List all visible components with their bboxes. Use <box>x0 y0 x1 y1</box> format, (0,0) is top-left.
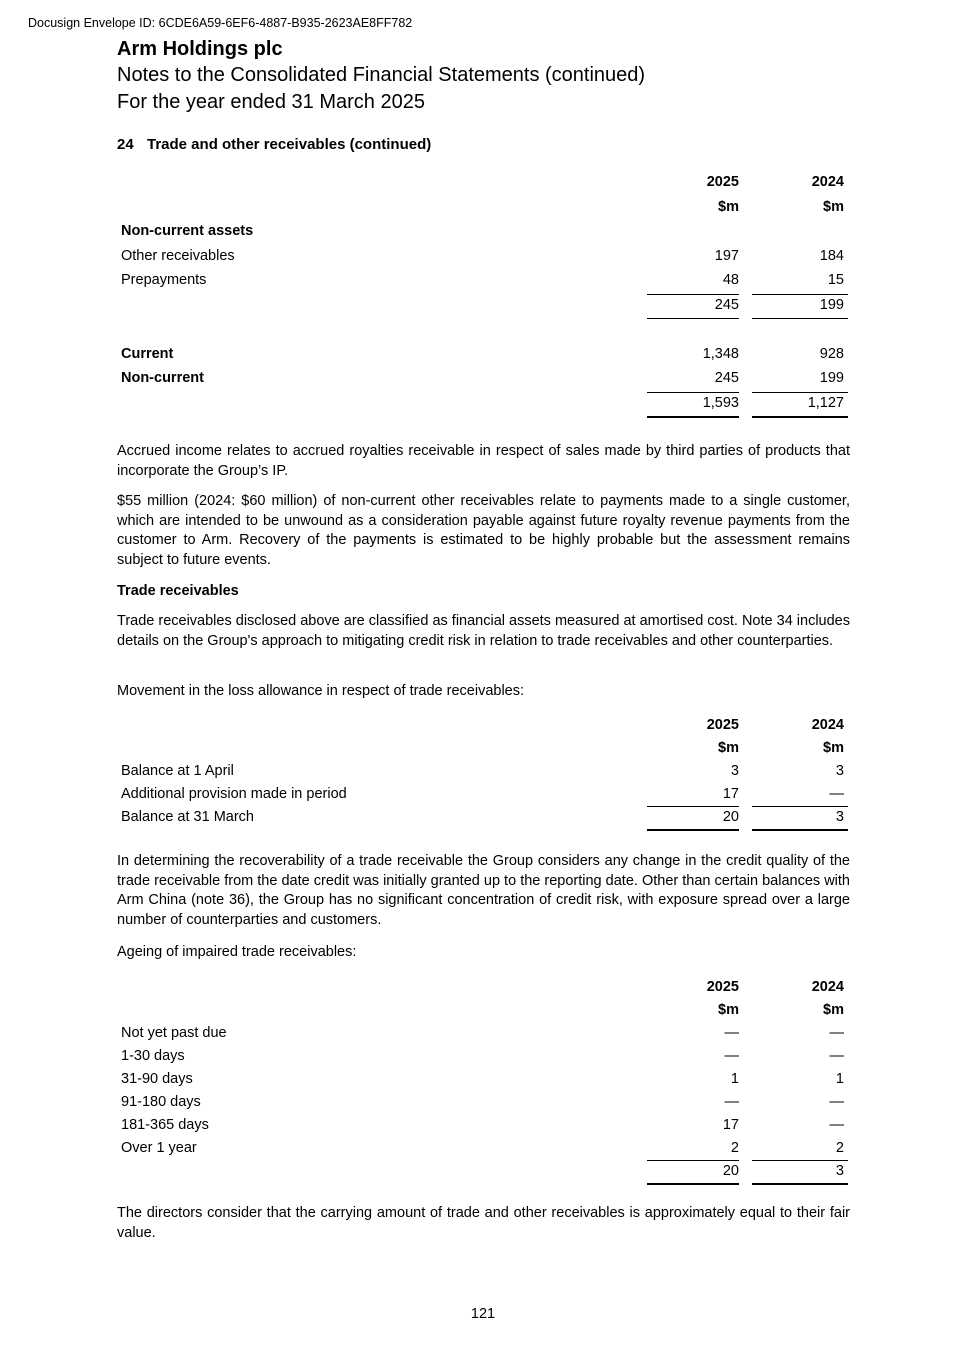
table-row: 181-365 days 17 — <box>121 1117 844 1133</box>
page-number: 121 <box>470 1306 496 1322</box>
rule <box>647 1183 739 1185</box>
table-row: Over 1 year 2 2 <box>121 1140 844 1156</box>
rule <box>647 392 739 393</box>
spacer <box>117 318 850 343</box>
loss-allowance-table <box>117 714 850 829</box>
paragraph-movement-intro: Movement in the loss allowance in respect of trade receivables: <box>117 683 525 699</box>
rule <box>752 294 848 295</box>
table-row: Not yet past due — — <box>121 1025 844 1041</box>
table-row: Other receivables 197 184 <box>121 247 844 264</box>
table-header-years: 2025 2024 <box>706 717 844 733</box>
rule <box>752 1160 848 1161</box>
col-2025-header: 2025 <box>706 174 739 190</box>
rule <box>647 416 739 418</box>
section-title <box>117 136 431 153</box>
paragraph-ageing-intro: Ageing of impaired trade receivables: <box>117 944 357 960</box>
table-header-years: 2025 2024 <box>706 979 844 995</box>
table-row: Additional provision made in period 17 — <box>121 786 844 802</box>
total-row: 1,593 1,127 <box>117 392 850 417</box>
total-row: Balance at 31 March 20 3 <box>117 806 850 829</box>
page-header <box>117 36 645 116</box>
receivables-table <box>117 171 850 416</box>
table-row: 91-180 days — — <box>121 1094 844 1110</box>
table-row: 31-90 days 1 1 <box>121 1071 844 1087</box>
rule <box>647 806 739 807</box>
col-2024-unit: $m <box>823 198 844 215</box>
table-header-units <box>117 196 850 221</box>
ageing-table <box>117 976 850 1183</box>
rule <box>647 829 739 831</box>
paragraph-closing: The directors consider that the carrying amount of trade and other receivables is approximately equal to their fair value. <box>117 1205 850 1241</box>
document-subtitle: Notes to the Consolidated Financial Statements (continued) <box>117 64 646 86</box>
table-header-years <box>117 171 850 196</box>
table-row: Prepayments 48 15 <box>121 272 844 288</box>
section-number: 24 <box>117 136 134 153</box>
company-name: Arm Holdings plc <box>117 38 283 60</box>
total-row: 20 3 <box>117 1160 850 1183</box>
table-header-units: $m $m <box>718 740 844 756</box>
rule <box>752 1183 848 1185</box>
rule <box>752 806 848 807</box>
trade-receivables-heading: Trade receivables <box>117 583 239 599</box>
paragraph-trade-receivables: Trade receivables disclosed above are classified as financial assets measured at amortised cost. Note 34 includes details on the Group's approach to mitigating credit risk in relation to trade receivables and other counterparties. <box>117 613 850 649</box>
noncurrent-assets-heading: Non-current assets <box>121 223 254 239</box>
rule <box>752 416 848 418</box>
paragraph-noncurrent-receivables: $55 million (2024: $60 million) of non-current other receivables relate to payments made to a single customer, which are intended to be unwound as a consideration payable against future royalty revenue payments from the customer to Arm. Recovery of the payments is estimated to be highly probable but the assessment remains subject to future events. <box>117 493 850 568</box>
col-2024-header: 2024 <box>811 174 844 190</box>
paragraph-accrued-income: Accrued income relates to accrued royalties receivable in respect of sales made by third parties of products that incorporate the Group’s IP. <box>117 443 850 479</box>
table-row: 1-30 days — — <box>121 1048 844 1064</box>
table-row: Non-current 245 199 <box>121 370 844 386</box>
rule <box>647 294 739 295</box>
table-row: Current 1,348 928 <box>121 345 844 362</box>
section-title-text: Trade and other receivables (continued) <box>147 136 432 153</box>
subtotal-row: 245 199 <box>117 294 850 319</box>
docusign-envelope-id: Docusign Envelope ID: 6CDE6A59-6EF6-4887-B935-2623AE8FF782 <box>28 16 413 30</box>
paragraph-recoverability: In determining the recoverability of a trade receivable the Group considers any change in the credit quality of the trade receivable from the date credit was initially granted up to the reporting date. Other than certain balances with Arm China (note 36), the Group has no significant concentration of credit risk, with exposure spread over a large number of counterparties and customers. <box>117 853 850 928</box>
rule <box>752 392 848 393</box>
table-row: Balance at 1 April 3 3 <box>121 763 844 779</box>
table-header-units: $m $m <box>718 1002 844 1018</box>
rule <box>647 1160 739 1161</box>
rule <box>752 829 848 831</box>
col-2025-unit: $m <box>718 198 739 215</box>
reporting-period: For the year ended 31 March 2025 <box>117 91 425 113</box>
